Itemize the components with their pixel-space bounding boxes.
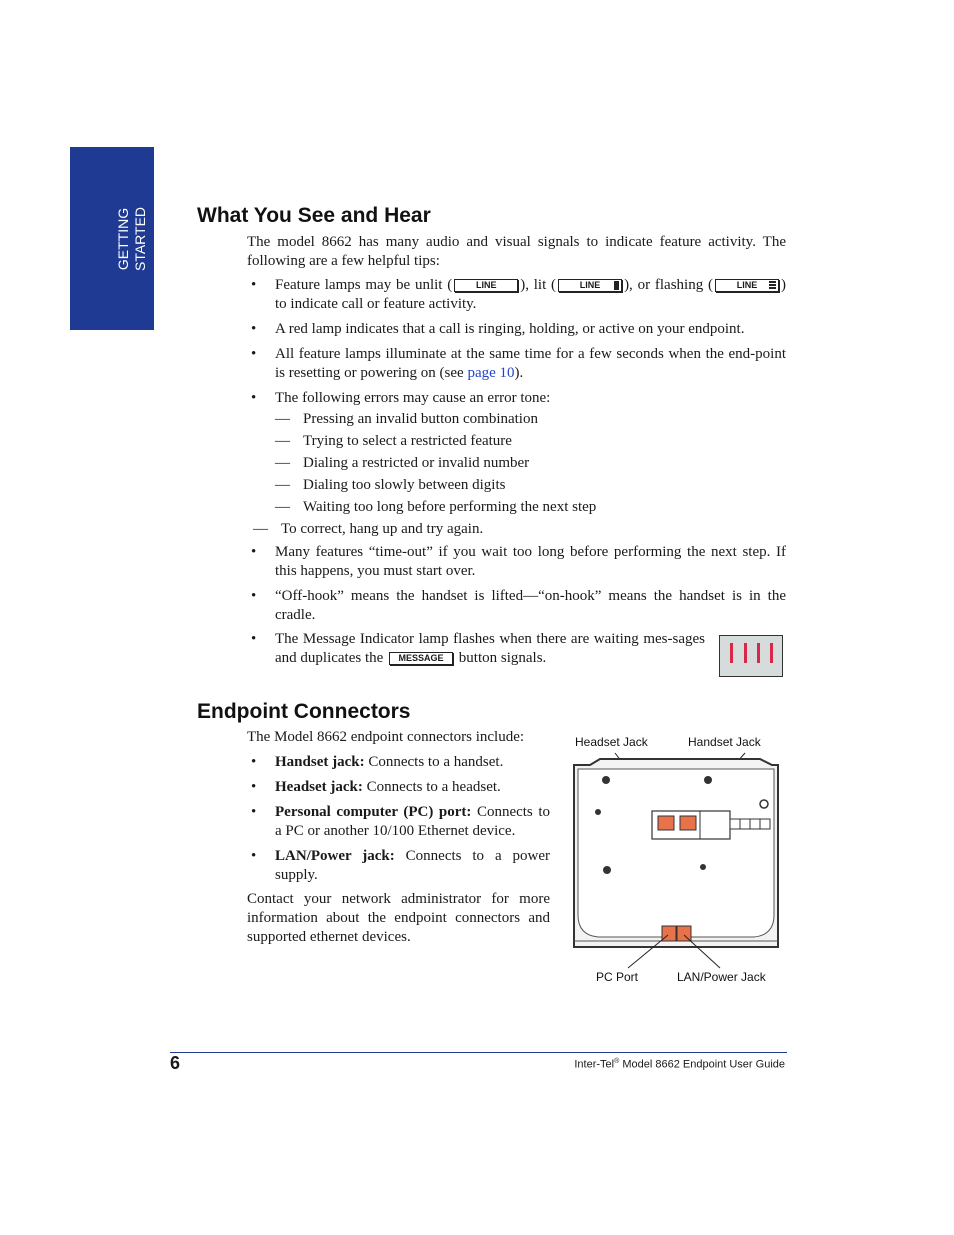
list-item-all-lamps: • All feature lamps illuminate at the same time for a few seconds when the end-point is resetting or powering on (see page 10). bbox=[275, 345, 786, 383]
label-handset-jack: Handset Jack bbox=[688, 735, 761, 749]
line-key-unlit: LINE bbox=[454, 279, 518, 292]
list-item-off-hook: • “Off-hook” means the handset is lifted—“on-hook” means the handset is in the cradle. bbox=[275, 587, 786, 625]
page-number: 6 bbox=[170, 1053, 181, 1073]
error-item: — Dialing a restricted or invalid number bbox=[303, 454, 529, 473]
list-item-connector: • Personal computer (PC) port: Connects to a PC or another 10/100 Ethernet device. bbox=[275, 803, 550, 841]
message-key: MESSAGE bbox=[389, 652, 453, 665]
error-item: — Trying to select a restricted feature bbox=[303, 432, 512, 451]
list-item-red-lamp: • A red lamp indicates that a call is ringing, holding, or active on your endpoint. bbox=[275, 320, 786, 339]
chapter-tab bbox=[70, 147, 154, 330]
list-item-connector: • Headset jack: Connects to a headset. bbox=[275, 778, 550, 797]
section-title-what-you-see: What You See and Hear bbox=[197, 204, 431, 227]
list-item-error-tone: • The following errors may cause an error tone: bbox=[275, 389, 786, 408]
list-item-feature-lamps: • Feature lamps may be unlit ( LINE ), lit ( LINE ), or flashing ( LINE ) to indicate call or feature activity. bbox=[275, 276, 786, 314]
section1-intro: The model 8662 has many audio and visual signals to indicate feature activity. The following are a few helpful tips: bbox=[247, 234, 786, 269]
footer-title: Inter-Tel® Model 8662 Endpoint User Guide bbox=[574, 1058, 785, 1071]
lamp-lit-icon bbox=[614, 281, 619, 290]
list-item-connector: • LAN/Power jack: Connects to a power supply. bbox=[275, 847, 550, 885]
line-key-flashing: LINE bbox=[715, 279, 779, 292]
lamp-flashing-icon bbox=[769, 281, 776, 290]
list-item-message-indicator: • The Message Indicator lamp flashes when there are waiting mes-sages and duplicates the MESSAGE button signals. bbox=[275, 630, 705, 668]
error-item: — Dialing too slowly between digits bbox=[303, 476, 505, 495]
error-item: — Waiting too long before performing the next step bbox=[303, 498, 596, 517]
message-indicator-lamp-image bbox=[719, 635, 783, 677]
section-title-endpoint-connectors: Endpoint Connectors bbox=[197, 700, 411, 723]
correct-note: — To correct, hang up and try again. bbox=[281, 520, 483, 539]
page-link[interactable]: page 10 bbox=[467, 365, 515, 381]
error-item: — Pressing an invalid button combination bbox=[303, 410, 538, 429]
chapter-tab-label: GETTING STARTED bbox=[115, 206, 148, 272]
contact-note: Contact your network administrator for more information about the endpoint connectors and supported ethernet devices. bbox=[247, 891, 550, 945]
label-lan-power-jack: LAN/Power Jack bbox=[677, 970, 766, 984]
line-key-lit: LINE bbox=[558, 279, 622, 292]
list-item-connector: • Handset jack: Connects to a handset. bbox=[275, 753, 550, 772]
label-headset-jack: Headset Jack bbox=[575, 735, 648, 749]
footer-rule bbox=[170, 1052, 787, 1053]
list-item-time-out: • Many features “time-out” if you wait too long before performing the next step. If this happens, you must start over. bbox=[275, 543, 786, 581]
section2-intro: The Model 8662 endpoint connectors include: bbox=[247, 729, 525, 745]
label-pc-port: PC Port bbox=[596, 970, 639, 984]
endpoint-underside-diagram bbox=[560, 745, 790, 970]
